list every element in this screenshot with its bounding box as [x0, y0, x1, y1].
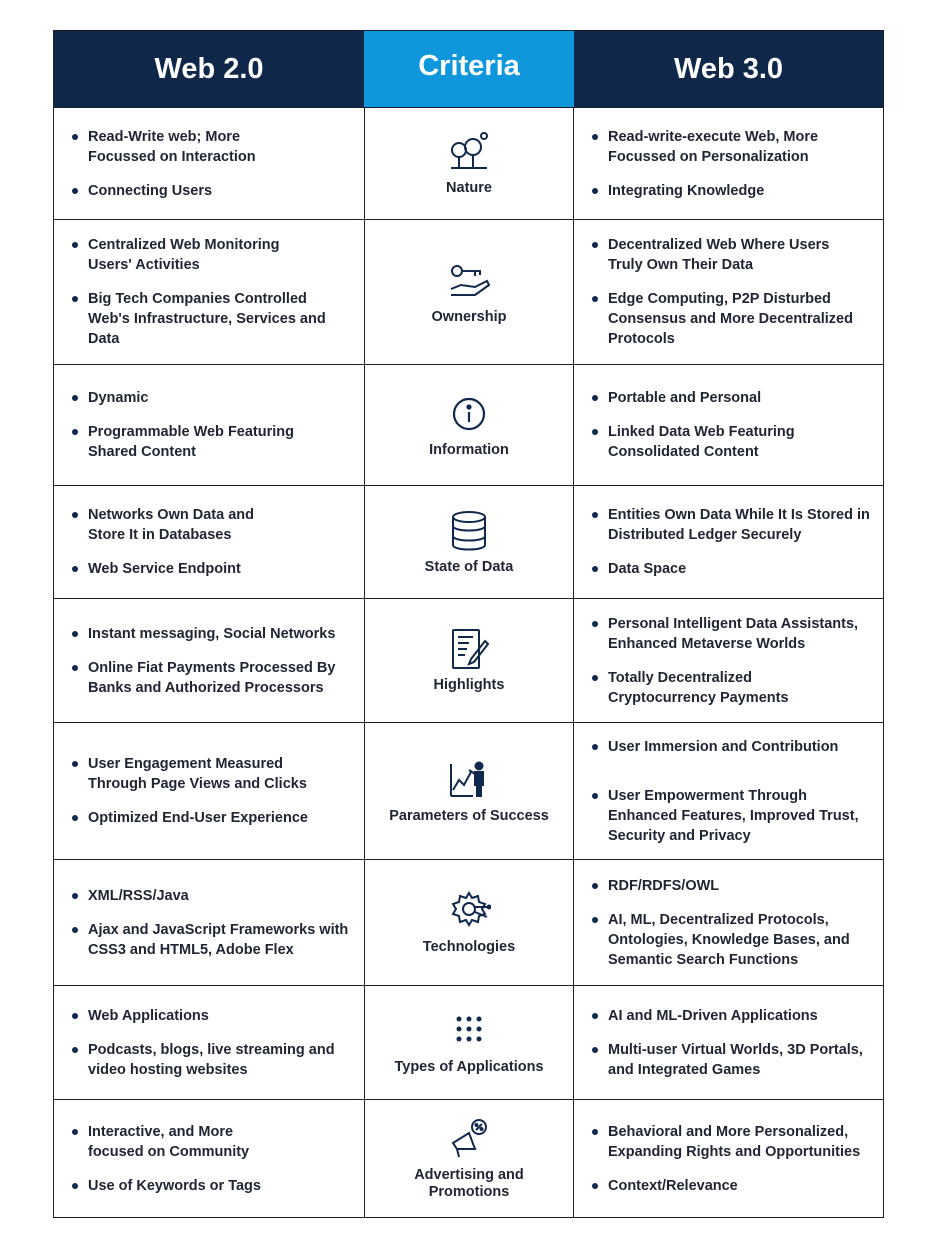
table-row-technologies [54, 859, 883, 985]
list-item: Networks Own Data and Store It in Databases [72, 505, 288, 545]
document-pen-icon [447, 627, 491, 671]
megaphone-icon [447, 1117, 491, 1161]
list-item: Portable and Personal [592, 388, 873, 408]
key-hand-icon [447, 259, 491, 303]
criteria-label: Highlights [433, 677, 505, 693]
web2-cell [54, 1100, 364, 1217]
criteria-label: Technologies [422, 939, 516, 955]
web2-cell [54, 108, 364, 219]
comparison-table [53, 30, 884, 1218]
web3-cell [574, 986, 883, 1099]
criteria-label: Parameters of Success [389, 807, 549, 824]
list-item: Multi-user Virtual Worlds, 3D Portals, and Integrated Games [592, 1040, 873, 1080]
trees-icon [447, 130, 491, 174]
web2-cell [54, 486, 364, 598]
list-item: Edge Computing, P2P Disturbed Consensus and More Decentralized Protocols [592, 289, 873, 349]
criteria-cell [364, 365, 574, 485]
list-item: Ajax and JavaScript Frameworks with CSS3 and HTML5, Adobe Flex [72, 920, 354, 960]
list-item: Personal Intelligent Data Assistants, Enhanced Metaverse Worlds [592, 614, 873, 654]
web2-cell [54, 220, 364, 364]
table-row-highlights [54, 598, 883, 722]
web3-cell [574, 723, 883, 859]
table-row-types-of-applications [54, 985, 883, 1099]
criteria-label: Information [429, 441, 509, 458]
web2-cell [54, 599, 364, 722]
presenter-chart-icon [447, 758, 491, 802]
criteria-cell [364, 108, 574, 219]
list-item: Read-write-execute Web, More Focussed on Personalization [592, 127, 848, 167]
list-item: XML/RSS/Java [72, 886, 354, 906]
list-item: Integrating Knowledge [592, 181, 873, 201]
criteria-label: Types of Applications [394, 1059, 544, 1075]
list-item: User Immersion and Contribution [592, 737, 873, 757]
list-item: Context/Relevance [592, 1176, 873, 1196]
list-item: Programmable Web Featuring Shared Content [72, 422, 318, 462]
table-row-state-of-data [54, 485, 883, 598]
list-item: Entities Own Data While It Is Stored in Distributed Ledger Securely [592, 505, 873, 545]
web3-cell [574, 486, 883, 598]
web3-cell [574, 599, 883, 722]
web2-cell [54, 986, 364, 1099]
list-item: Decentralized Web Where Users Truly Own Their Data [592, 235, 858, 275]
web3-cell [574, 860, 883, 985]
list-item: Use of Keywords or Tags [72, 1176, 354, 1196]
list-item: Linked Data Web Featuring Consolidated Content [592, 422, 828, 462]
criteria-cell [364, 1100, 574, 1217]
criteria-cell [364, 986, 574, 1099]
web3-cell [574, 365, 883, 485]
list-item: Centralized Web Monitoring Users' Activities [72, 235, 308, 275]
list-item: Online Fiat Payments Processed By Banks and Authorized Processors [72, 658, 358, 698]
list-item: Totally Decentralized Cryptocurrency Payments [592, 668, 828, 708]
web2-cell [54, 723, 364, 859]
list-item: Read-Write web; More Focussed on Interaction [72, 127, 278, 167]
list-item: Optimized End-User Experience [72, 808, 354, 828]
table-row-advertising-and-promotions [54, 1099, 883, 1217]
criteria-label: Nature [446, 180, 492, 196]
list-item: Data Space [592, 559, 873, 579]
table-row-parameters-of-success [54, 722, 883, 859]
info-icon [447, 392, 491, 436]
list-item: Big Tech Companies Controlled Web's Infrastructure, Services and Data [72, 289, 328, 349]
list-item: Web Applications [72, 1006, 354, 1026]
web2-cell [54, 860, 364, 985]
web3-cell [574, 220, 883, 364]
gear-circuit-icon [447, 889, 491, 933]
list-item: RDF/RDFS/OWL [592, 876, 873, 896]
list-item: User Empowerment Through Enhanced Features, Improved Trust, Security and Privacy [592, 786, 873, 846]
header-criteria: Criteria [364, 31, 574, 107]
criteria-label: State of Data [424, 558, 514, 575]
list-item: Connecting Users [72, 181, 354, 201]
table-row-information [54, 364, 883, 485]
list-item: AI, ML, Decentralized Protocols, Ontologies, Knowledge Bases, and Semantic Search Functions [592, 910, 863, 970]
table-row-nature [54, 107, 883, 219]
criteria-label: Advertising and Promotions [414, 1166, 524, 1200]
header-web2: Web 2.0 [54, 31, 364, 107]
criteria-cell [364, 860, 574, 985]
criteria-label: Ownership [431, 308, 507, 325]
table-header [54, 31, 883, 107]
list-item: User Engagement Measured Through Page Views and Clicks [72, 754, 328, 794]
list-item: Interactive, and More focused on Community [72, 1122, 278, 1162]
database-icon [447, 509, 491, 553]
list-item: AI and ML-Driven Applications [592, 1006, 873, 1026]
list-item: Dynamic [72, 388, 354, 408]
web3-cell [574, 1100, 883, 1217]
table-row-ownership [54, 219, 883, 364]
criteria-cell [364, 486, 574, 598]
list-item: Instant messaging, Social Networks [72, 624, 354, 644]
list-item: Podcasts, blogs, live streaming and video hosting websites [72, 1040, 348, 1080]
criteria-cell [364, 599, 574, 722]
header-web3: Web 3.0 [574, 31, 883, 107]
grid-dots-icon [447, 1009, 491, 1053]
web3-cell [574, 108, 883, 219]
list-item: Web Service Endpoint [72, 559, 354, 579]
criteria-cell [364, 220, 574, 364]
list-item: Behavioral and More Personalized, Expanding Rights and Opportunities [592, 1122, 873, 1162]
criteria-cell [364, 723, 574, 859]
web2-cell [54, 365, 364, 485]
